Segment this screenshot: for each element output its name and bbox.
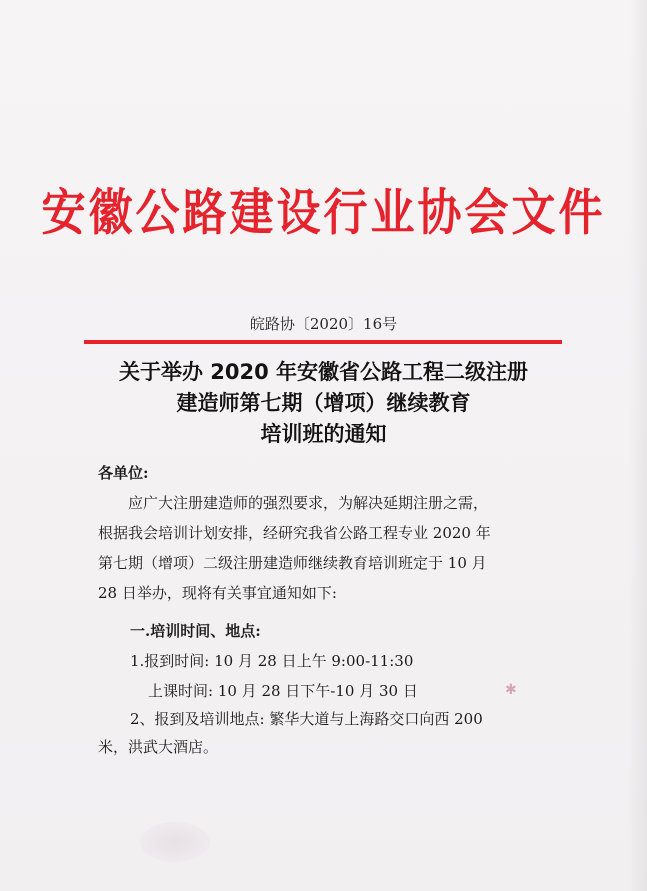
red-divider [84, 340, 562, 344]
training-location: 2、报到及培训地点: 繁华大道与上海路交口向西 200 [130, 710, 483, 728]
paragraph-line: 应广大注册建造师的强烈要求，为解决延期注册之需， [128, 494, 489, 512]
paragraph-line: 28 日举办，现将有关事宜通知如下: [98, 584, 337, 602]
paragraph-line: 第七期（增项）二级注册建造师继续教育培训班定于 10 月 [98, 554, 487, 572]
notice-title-line: 关于举办 2020 年安徽省公路工程二级注册 [118, 360, 529, 384]
class-time: 上课时间: 10 月 28 日下午-10 月 30 日 [148, 682, 418, 700]
paper-smudge [140, 822, 210, 862]
notice-title [0, 357, 647, 450]
doc-number: 皖路协〔2020〕16号 [249, 315, 398, 333]
notice-title-line: 培训班的通知 [260, 422, 387, 446]
notice-title-line: 建造师第七期（增项）继续教育 [176, 391, 471, 415]
paragraph-line: 根据我会培训计划安排，经研究我省公路工程专业 2020 年 [98, 524, 491, 542]
section-heading: 一.培训时间、地点: [130, 622, 261, 640]
salutation: 各单位: [98, 464, 149, 482]
intro-paragraph [98, 488, 558, 608]
training-location-cont: 米，洪武大酒店。 [98, 738, 219, 756]
org-title: 安徽公路建设行业协会文件 [41, 184, 606, 242]
checkin-time: 1.报到时间: 10 月 28 日上午 9:00-11:30 [130, 652, 414, 670]
ink-mark: ✱ [505, 682, 517, 698]
